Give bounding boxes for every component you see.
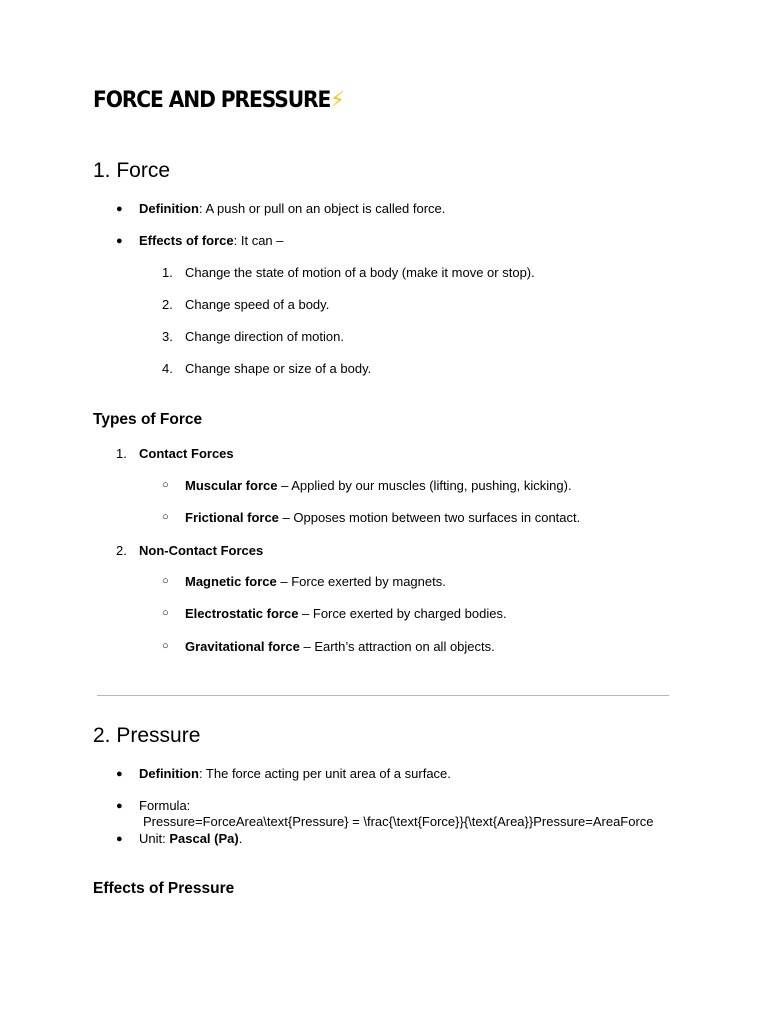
list-number: 2. <box>162 297 173 312</box>
bullet-icon: ● <box>116 203 123 215</box>
noncontact-forces-label: Non-Contact Forces <box>139 543 264 558</box>
lightning-icon: ⚡ <box>330 88 344 113</box>
bullet-icon: ● <box>116 235 123 247</box>
list-number: 4. <box>162 361 173 376</box>
force-definition: Definition: A push or pull on an object is called force. <box>139 201 446 216</box>
list-number: 3. <box>162 329 173 344</box>
list-item: Gravitational force – Earth’s attraction on all objects. <box>185 639 495 654</box>
list-item: Change speed of a body. <box>185 297 330 312</box>
pressure-definition: Definition: The force acting per unit area of a surface. <box>139 766 451 781</box>
circle-bullet-icon: ○ <box>162 511 169 523</box>
contact-forces-label: Contact Forces <box>139 446 234 461</box>
circle-bullet-icon: ○ <box>162 607 169 619</box>
list-item: Electrostatic force – Force exerted by charged bodies. <box>185 606 507 621</box>
list-item: Change the state of motion of a body (make it move or stop). <box>185 265 535 280</box>
list-item: Magnetic force – Force exerted by magnets. <box>185 574 446 589</box>
circle-bullet-icon: ○ <box>162 640 169 652</box>
list-item: Change shape or size of a body. <box>185 361 372 376</box>
formula-text: Pressure=ForceArea\text{Pressure} = \frac{\text{Force}}{\text{Area}}Pressure=AreaForce <box>143 814 654 829</box>
circle-bullet-icon: ○ <box>162 479 169 491</box>
list-number: 2. <box>116 543 127 558</box>
divider <box>97 695 669 696</box>
bullet-icon: ● <box>116 833 123 845</box>
bullet-icon: ● <box>116 768 123 780</box>
heading-types-of-force: Types of Force <box>93 411 203 428</box>
heading-force: 1. Force <box>93 159 171 182</box>
pressure-unit: Unit: Pascal (Pa). <box>139 831 243 846</box>
force-effects: Effects of force: It can – <box>139 233 284 248</box>
formula-label: Formula: <box>139 798 191 813</box>
bullet-icon: ● <box>116 800 123 812</box>
heading-effects-of-pressure: Effects of Pressure <box>93 880 235 897</box>
list-item: Frictional force – Opposes motion between two surfaces in contact. <box>185 510 581 525</box>
list-item: Muscular force – Applied by our muscles (lifting, pushing, kicking). <box>185 478 572 493</box>
list-item: Change direction of motion. <box>185 329 344 344</box>
list-number: 1. <box>116 446 127 461</box>
list-number: 1. <box>162 265 173 280</box>
circle-bullet-icon: ○ <box>162 575 169 587</box>
document-title: FORCE AND PRESSURE⚡ <box>93 88 344 113</box>
heading-pressure: 2. Pressure <box>93 724 201 747</box>
